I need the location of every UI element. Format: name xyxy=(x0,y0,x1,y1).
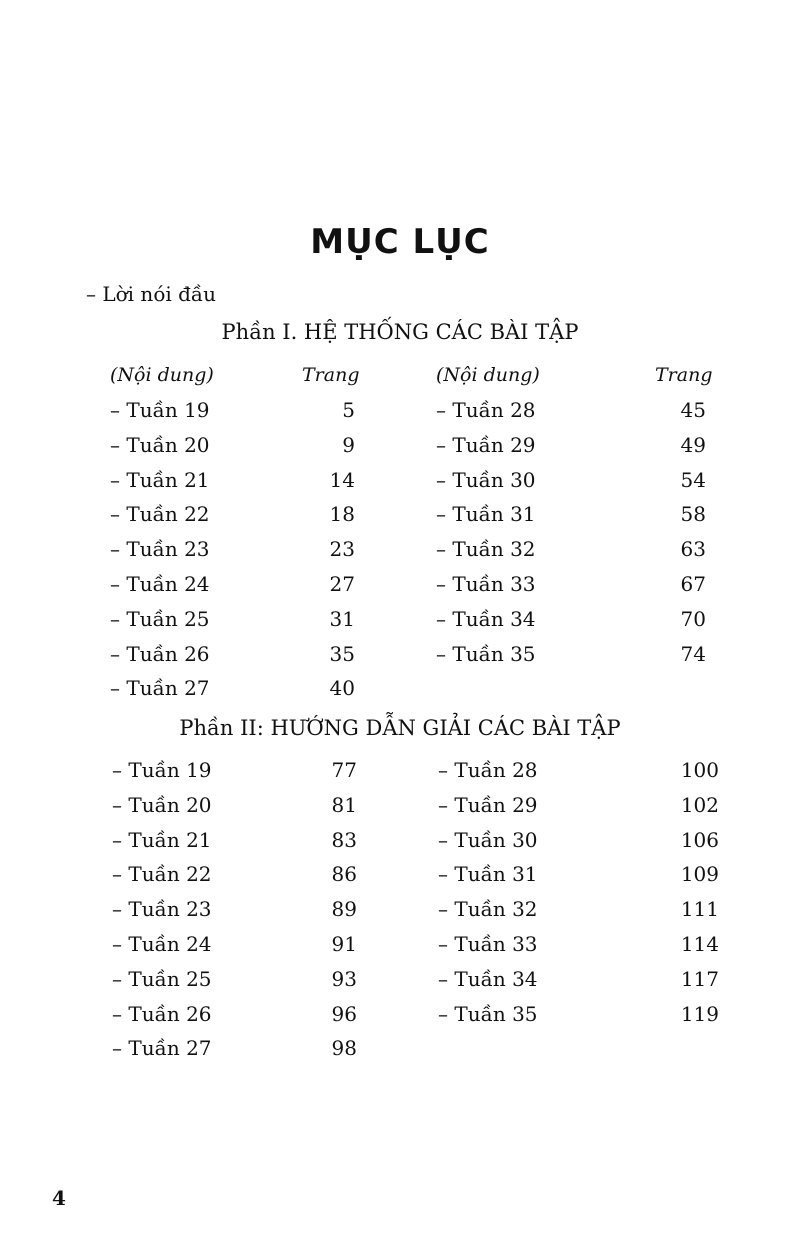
toc-row xyxy=(438,930,719,958)
toc-page-number: 89 xyxy=(331,897,357,922)
toc-row xyxy=(112,860,357,888)
toc-page-number: 114 xyxy=(680,932,719,956)
toc-row xyxy=(110,674,355,702)
toc-page-number: 45 xyxy=(680,398,706,422)
toc-row xyxy=(438,756,719,784)
toc-row xyxy=(110,500,355,528)
toc-page-number: 106 xyxy=(680,827,719,852)
toc-row xyxy=(436,431,706,459)
toc-page-number: 91 xyxy=(331,932,357,956)
toc-week-label: – Tuần 32 xyxy=(436,537,536,562)
toc-week-label: – Tuần 19 xyxy=(110,398,210,422)
toc-page-number: 23 xyxy=(329,537,355,562)
toc-row xyxy=(436,570,706,598)
toc-page-number: 14 xyxy=(329,467,355,492)
page-number: 4 xyxy=(52,1186,66,1210)
part1-heading: Phần I. HỆ THỐNG CÁC BÀI TẬP xyxy=(221,320,579,344)
toc-page-number: 83 xyxy=(331,827,357,852)
toc-page-number: 119 xyxy=(680,1001,719,1026)
toc-row xyxy=(112,791,357,819)
toc-page-number: 63 xyxy=(680,537,706,562)
toc-page-number: 86 xyxy=(331,862,357,887)
toc-row xyxy=(438,860,719,888)
toc-week-label: – Tuần 29 xyxy=(438,792,538,817)
toc-week-label: – Tuần 24 xyxy=(112,932,212,956)
toc-week-label: – Tuần 23 xyxy=(110,537,210,562)
page-title: MỤC LỤC xyxy=(310,222,490,262)
toc-row xyxy=(436,535,706,563)
toc-week-label: – Tuần 28 xyxy=(438,758,538,782)
col-header-page-right: Trang xyxy=(655,364,713,386)
toc-week-label: – Tuần 21 xyxy=(112,827,212,852)
toc-page-number: 49 xyxy=(680,432,706,457)
toc-page-number: 35 xyxy=(329,641,355,666)
toc-week-label: – Tuần 35 xyxy=(438,1001,538,1026)
toc-row xyxy=(436,500,706,528)
toc-week-label: – Tuần 24 xyxy=(110,572,210,596)
toc-week-label: – Tuần 31 xyxy=(436,502,536,527)
toc-row xyxy=(112,826,357,854)
toc-page-number: 70 xyxy=(680,606,706,631)
toc-week-label: – Tuần 22 xyxy=(110,502,210,527)
toc-week-label: – Tuần 33 xyxy=(436,572,536,596)
toc-row xyxy=(110,466,355,494)
toc-page-number: 102 xyxy=(680,792,719,817)
toc-row xyxy=(438,791,719,819)
toc-page-number: 93 xyxy=(331,966,357,991)
toc-week-label: – Tuần 27 xyxy=(112,1036,212,1061)
toc-page-number: 74 xyxy=(680,641,706,666)
toc-page-number: 58 xyxy=(680,502,706,527)
toc-week-label: – Tuần 23 xyxy=(112,897,212,922)
toc-row xyxy=(112,1000,357,1028)
toc-week-label: – Tuần 20 xyxy=(110,432,210,457)
toc-page-number: 67 xyxy=(680,572,706,596)
toc-row xyxy=(436,605,706,633)
toc-row xyxy=(110,431,355,459)
toc-week-label: – Tuần 22 xyxy=(112,862,212,887)
toc-page-number: 81 xyxy=(331,792,357,817)
toc-page-number: 18 xyxy=(329,502,355,527)
toc-page-number: 109 xyxy=(680,862,719,887)
toc-row xyxy=(436,396,706,424)
toc-page-number: 77 xyxy=(331,758,357,782)
toc-page-number: 96 xyxy=(331,1001,357,1026)
part2-heading: Phần II: HƯỚNG DẪN GIẢI CÁC BÀI TẬP xyxy=(179,716,621,740)
toc-week-label: – Tuần 20 xyxy=(112,792,212,817)
toc-row xyxy=(436,640,706,668)
toc-row xyxy=(438,895,719,923)
toc-week-label: – Tuần 30 xyxy=(438,827,538,852)
toc-row xyxy=(438,1000,719,1028)
toc-week-label: – Tuần 26 xyxy=(112,1001,212,1026)
toc-week-label: – Tuần 31 xyxy=(438,862,538,887)
toc-row xyxy=(438,965,719,993)
toc-row xyxy=(110,570,355,598)
toc-page-number: 5 xyxy=(342,398,355,422)
toc-week-label: – Tuần 34 xyxy=(436,606,536,631)
toc-page-number: 54 xyxy=(680,467,706,492)
col-header-content-left: (Nội dung) xyxy=(110,364,214,386)
col-header-page-left: Trang xyxy=(302,364,360,386)
toc-week-label: – Tuần 25 xyxy=(110,606,210,631)
toc-page-number: 111 xyxy=(680,897,719,922)
toc-row xyxy=(112,930,357,958)
toc-page-number: 9 xyxy=(342,432,355,457)
preface-entry: – Lời nói đầu xyxy=(86,282,217,306)
toc-week-label: – Tuần 28 xyxy=(436,398,536,422)
toc-page-number: 98 xyxy=(331,1036,357,1061)
toc-page-number: 27 xyxy=(329,572,355,596)
toc-row xyxy=(112,895,357,923)
toc-week-label: – Tuần 35 xyxy=(436,641,536,666)
toc-row xyxy=(112,756,357,784)
toc-row xyxy=(110,396,355,424)
toc-page-number: 31 xyxy=(329,606,355,631)
toc-week-label: – Tuần 34 xyxy=(438,966,538,991)
toc-week-label: – Tuần 29 xyxy=(436,432,536,457)
col-header-content-right: (Nội dung) xyxy=(436,364,540,386)
toc-row xyxy=(110,640,355,668)
toc-week-label: – Tuần 27 xyxy=(110,676,210,701)
toc-row xyxy=(438,826,719,854)
toc-page-number: 117 xyxy=(680,966,719,991)
toc-page-number: 100 xyxy=(680,758,719,782)
toc-page-number: 40 xyxy=(329,676,355,701)
toc-week-label: – Tuần 33 xyxy=(438,932,538,956)
toc-row xyxy=(436,466,706,494)
toc-row xyxy=(112,965,357,993)
toc-week-label: – Tuần 21 xyxy=(110,467,210,492)
toc-week-label: – Tuần 19 xyxy=(112,758,212,782)
toc-row xyxy=(110,535,355,563)
toc-week-label: – Tuần 32 xyxy=(438,897,538,922)
toc-row xyxy=(110,605,355,633)
toc-week-label: – Tuần 25 xyxy=(112,966,212,991)
toc-week-label: – Tuần 30 xyxy=(436,467,536,492)
toc-row xyxy=(112,1034,357,1062)
toc-week-label: – Tuần 26 xyxy=(110,641,210,666)
